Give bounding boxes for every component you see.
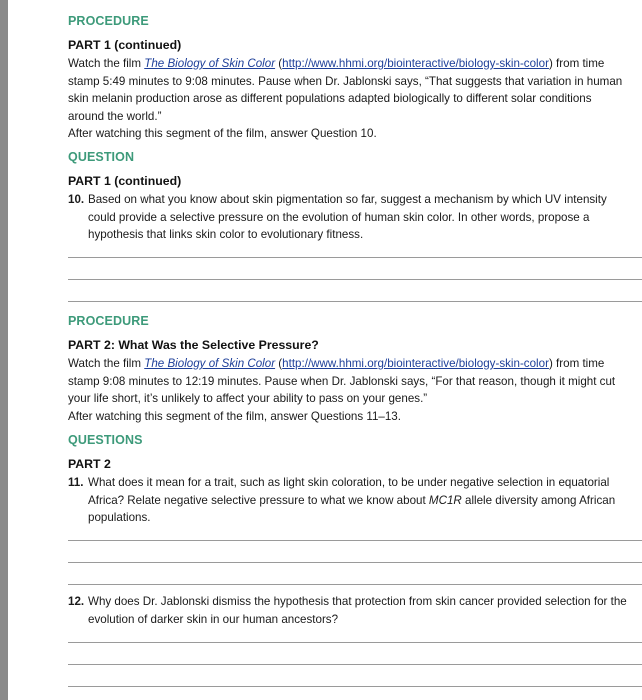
question-heading-1: QUESTION [68, 150, 135, 164]
procedure1-instructions [68, 55, 626, 125]
film-url-link[interactable]: http://www.hhmi.org/biointeractive/biology-skin-color [282, 57, 549, 70]
question-10-number: 10. [68, 193, 85, 206]
answer-line[interactable] [68, 279, 642, 280]
question-12 [68, 593, 634, 628]
question-text-part: What does it mean for a trait, such as light skin coloration, to be under negative selection in equatorial Africa? Relate negative selective pressure to what we know about [88, 476, 610, 507]
question-11-text [68, 474, 634, 527]
part1-continued-question-heading: PART 1 (continued) [68, 174, 182, 188]
questions-heading-2: QUESTIONS [68, 433, 143, 447]
procedure-heading-2: PROCEDURE [68, 314, 149, 328]
answer-line[interactable] [68, 664, 642, 665]
question-11 [68, 474, 634, 527]
instruction-text: Watch the film [68, 57, 145, 70]
question-12-number: 12. [68, 595, 85, 608]
procedure1-after-watch: After watching this segment of the film, answer Question 10. [68, 127, 377, 140]
instruction-text: Watch the film [68, 357, 145, 370]
part2-questions-heading: PART 2 [68, 457, 111, 471]
question-10-text: Based on what you know about skin pigmentation so far, suggest a mechanism by which UV intensity could provide a selective pressure on the evolution of human skin color. In other words, propose a hypothesis that links skin color to evolutionary fitness. [88, 193, 607, 241]
answer-line[interactable] [68, 540, 642, 541]
film-url-link[interactable]: http://www.hhmi.org/biointeractive/biology-skin-color [282, 357, 549, 370]
procedure2-instructions [68, 355, 626, 408]
question-12-text: Why does Dr. Jablonski dismiss the hypothesis that protection from skin cancer provided selection for the evolution of darker skin in our human ancestors? [88, 595, 627, 626]
question-text-part: allele diversity among African populations. [88, 493, 616, 524]
film-title-link[interactable]: The Biology of Skin Color [144, 57, 276, 70]
question-10 [68, 191, 634, 244]
answer-line[interactable] [68, 686, 642, 687]
answer-line[interactable] [68, 257, 642, 258]
part1-continued-heading: PART 1 (continued) [68, 38, 182, 52]
answer-line[interactable] [68, 642, 642, 643]
gene-name: MC1R [428, 493, 462, 507]
instruction-text: ) from time stamp 5:49 minutes to 9:08 minutes. Pause when Dr. Jablonski says, “That suggests that variation in human skin melanin production arose as different populations adapted biologically to different solar conditions around the world.” [68, 57, 623, 123]
instruction-text: ( [275, 57, 283, 70]
film-title-link[interactable]: The Biology of Skin Color [144, 357, 276, 370]
procedure-heading-1: PROCEDURE [68, 14, 149, 28]
question-11-number: 11. [68, 476, 84, 489]
answer-line[interactable] [68, 301, 642, 302]
answer-line[interactable] [68, 584, 642, 585]
instruction-text: ) from time stamp 9:08 minutes to 12:19 minutes. Pause when Dr. Jablonski says, “For that reason, though it might cut your life short, it’s unlikely to affect your ability to pass on your genes.” [68, 357, 616, 405]
part2-heading: PART 2: What Was the Selective Pressure? [68, 338, 319, 352]
page-margin-bar [0, 0, 8, 700]
procedure2-after-watch: After watching this segment of the film, answer Questions 11–13. [68, 410, 401, 423]
answer-line[interactable] [68, 562, 642, 563]
instruction-text: ( [275, 357, 283, 370]
